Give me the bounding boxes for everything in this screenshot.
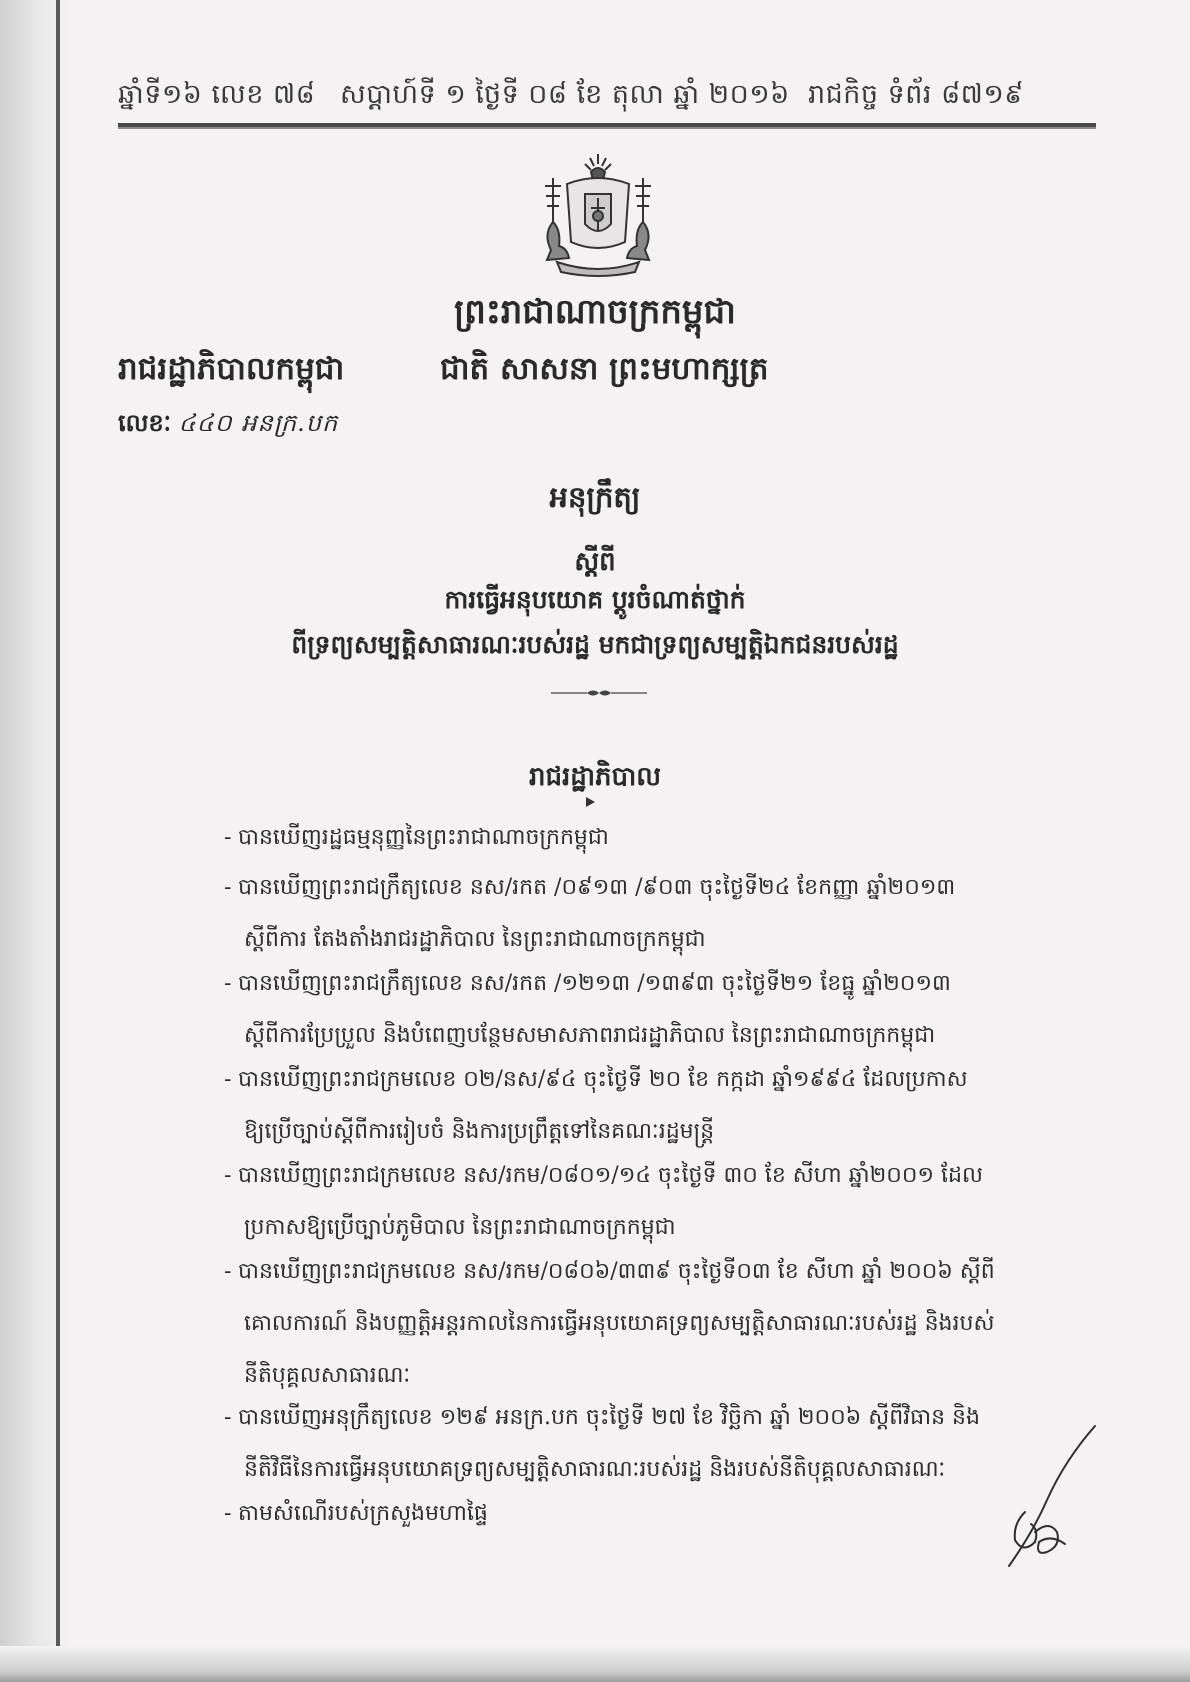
gazette-issue: ឆ្នាំទី១៦ លេខ ៧៨ bbox=[118, 79, 316, 110]
clause-line: បានឃើញព្រះរាជក្រឹត្យលេខ នស/រកត /០៩១៣ /៩០៣ ចុះថ្ងៃទី២៤ ខែកញ្ញា ឆ្នាំ២០១៣ bbox=[238, 875, 956, 900]
clause-2 bbox=[224, 862, 1018, 966]
clause-bullet: - bbox=[224, 825, 232, 850]
scan-shadow-bottom bbox=[0, 1646, 1190, 1682]
clause-bullet: - bbox=[224, 875, 232, 900]
clause-8 bbox=[224, 1488, 1018, 1540]
clause-line: បានឃើញអនុក្រឹត្យលេខ ១២៩ អនក្រ.បក ចុះថ្ងៃទី ២៧ ខែ វិច្ឆិកា ឆ្នាំ ២០០៦ ស្តីពីវិធាន និង bbox=[238, 1405, 980, 1430]
header-rule bbox=[118, 123, 1096, 129]
clause-line: តាមសំណើរបស់ក្រសួងមហាផ្ទៃ bbox=[238, 1501, 488, 1526]
binding-edge bbox=[56, 0, 60, 1652]
clause-5 bbox=[224, 1150, 1018, 1254]
clause-line: បានឃើញព្រះរាជក្រមលេខ នស/រកម/០៨០៦/៣៣៩ ចុះថ្ងៃទី០៣ ខែ សីហា ឆ្នាំ ២០០៦ ស្តីពី bbox=[238, 1259, 995, 1284]
clause-line: បានឃើញព្រះរាជក្រមលេខ នស/រកម/០៨០១/១៤ ចុះថ្ងៃទី ៣០ ខែ សីហា ឆ្នាំ២០០១ ដែល bbox=[238, 1163, 983, 1188]
issuing-authority: រាជរដ្ឋាភិបាលកម្ពុជា bbox=[118, 351, 345, 387]
clause-line: បានឃើញរដ្ឋធម្មនុញ្ញនៃព្រះរាជាណាចក្រកម្ពុជា bbox=[238, 825, 609, 850]
clause-line: គោលការណ៍ និងបញ្ញត្តិអន្តរកាលនៃការធ្វើអនុបយោគទ្រព្យសម្បត្តិសាធារណៈរបស់រដ្ឋ និងរបស់ bbox=[244, 1311, 995, 1336]
government-label: រាជរដ្ឋាភិបាល bbox=[528, 762, 662, 792]
clause-bullet: - bbox=[224, 1259, 232, 1284]
subject-line-2: ពីទ្រព្យសម្បត្តិសាធារណៈរបស់រដ្ឋ មកជាទ្រព្យសម្បត្តិឯកជនរបស់រដ្ឋ bbox=[291, 630, 899, 659]
clause-line: បានឃើញព្រះរាជក្រឹត្យលេខ នស/រកត /១២១៣ /១៣៩៣ ចុះថ្ងៃទី២១ ខែធ្នូ ឆ្នាំ២០១៣ bbox=[238, 971, 951, 996]
kingdom-title: ព្រះរាជាណាចក្រកម្ពុជា bbox=[454, 292, 736, 332]
reference-label: លេខៈ bbox=[118, 408, 172, 437]
clause-7 bbox=[224, 1392, 1018, 1496]
divider-ornament-icon bbox=[551, 688, 647, 698]
gazette-date: សប្តាហ៍ទី ១ ថ្ងៃទី ០៨ ខែ តុលា ឆ្នាំ ២០១៦ bbox=[340, 79, 790, 110]
clause-line: ស្តីពីការ តែងតាំងរាជរដ្ឋាភិបាល នៃព្រះរាជាណាចក្រកម្ពុជា bbox=[244, 927, 706, 952]
reference-number bbox=[118, 408, 458, 443]
clause-bullet: - bbox=[224, 1067, 232, 1092]
clause-bullet: - bbox=[224, 971, 232, 996]
clause-bullet: - bbox=[224, 1405, 232, 1430]
clause-line: ស្តីពីការប្រែប្រួល និងបំពេញបន្ថែមសមាសភាពរាជរដ្ឋាភិបាល នៃព្រះរាជាណាចក្រកម្ពុជា bbox=[244, 1023, 936, 1048]
royal-coat-of-arms-icon bbox=[533, 150, 663, 280]
subject-line-1: ការធ្វើអនុបយោគ ប្តូរចំណាត់ថ្នាក់ bbox=[444, 585, 746, 614]
handwritten-signature-icon bbox=[995, 1420, 1105, 1570]
subject-label: ស្តីពី bbox=[574, 547, 616, 577]
clause-line: នីតិវិធីនៃការធ្វើអនុបយោគទ្រព្យសម្បត្តិសាធារណៈរបស់រដ្ឋ និងរបស់នីតិបុគ្គលសាធារណៈ bbox=[244, 1457, 946, 1482]
reference-handwritten: ៤៤០ អនក្រ.បក bbox=[178, 409, 339, 437]
clause-bullet: - bbox=[224, 1501, 232, 1526]
clause-line: នីតិបុគ្គលសាធារណៈ bbox=[244, 1363, 411, 1388]
gazette-header bbox=[118, 78, 1098, 118]
clause-6 bbox=[224, 1246, 1018, 1402]
clause-line: ឱ្យប្រើច្បាប់ស្តីពីការរៀបចំ និងការប្រព្រឹត្តទៅនៃគណៈរដ្ឋមន្ត្រី bbox=[244, 1119, 715, 1144]
document-type: អនុក្រឹត្យ bbox=[549, 480, 641, 514]
national-motto: ជាតិ សាសនា ព្រះមហាក្សត្រ bbox=[440, 351, 769, 387]
clause-4 bbox=[224, 1054, 1018, 1158]
gazette-page: រាជកិច្ច ទំព័រ ៨៧១៩ bbox=[808, 79, 1024, 110]
clause-bullet: - bbox=[224, 1163, 232, 1188]
arrow-marker bbox=[586, 797, 595, 807]
clause-line: ប្រកាសឱ្យប្រើច្បាប់ភូមិបាល នៃព្រះរាជាណាចក្រកម្ពុជា bbox=[244, 1215, 676, 1240]
clause-1 bbox=[224, 812, 1018, 864]
clause-3 bbox=[224, 958, 1018, 1062]
clause-line: បានឃើញព្រះរាជក្រមលេខ ០២/នស/៩៤ ចុះថ្ងៃទី ២០ ខែ កក្កដា ឆ្នាំ១៩៩៤ ដែលប្រកាស bbox=[238, 1067, 968, 1092]
